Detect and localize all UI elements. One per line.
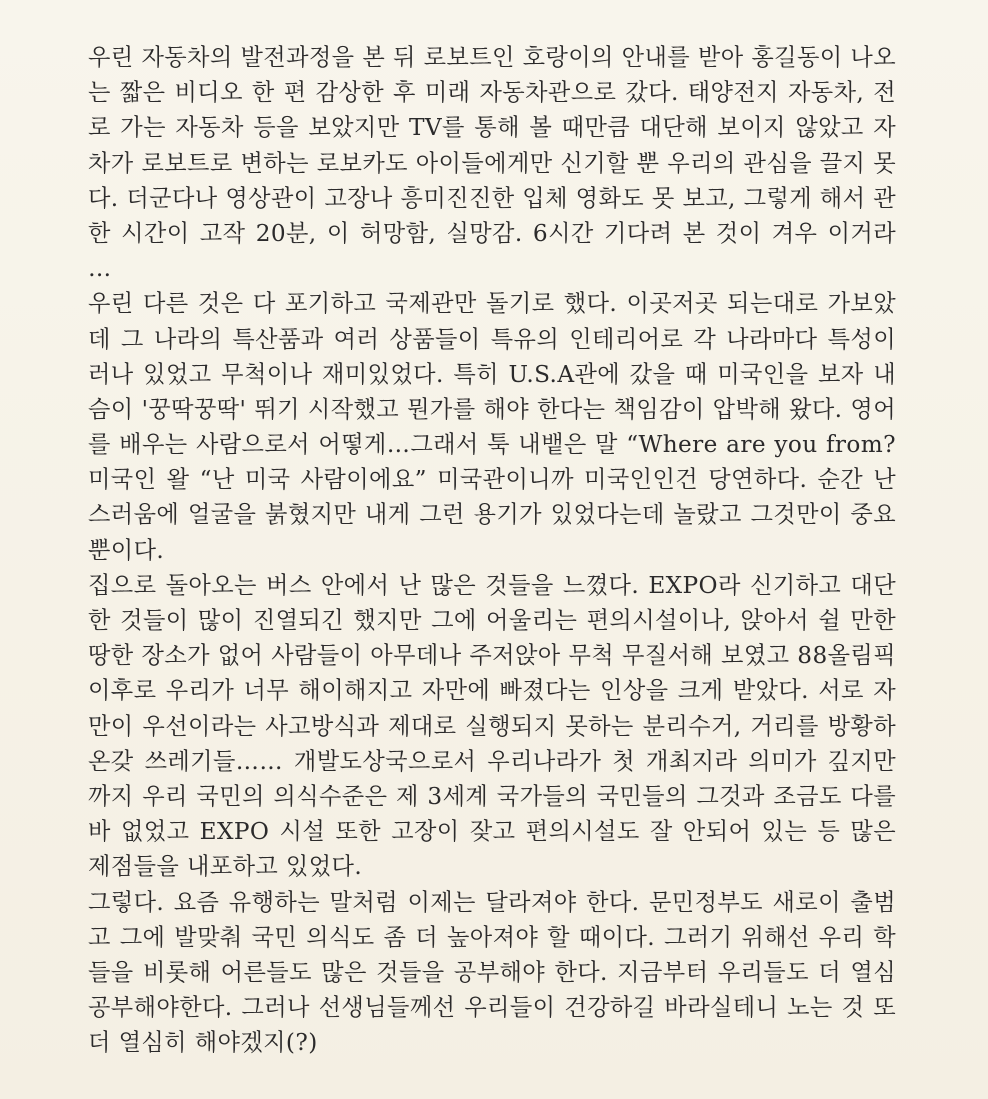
text-line: … [88,255,112,283]
text-line: 제점들을 내포하고 있었다. [88,853,363,881]
text-line: 한 시간이 고작 20분, 이 허망함, 실망감. 6시간 기다려 본 것이 겨우 이거라 [88,219,896,247]
text-line: 우린 다른 것은 다 포기하고 국제관만 돌기로 했다. 이곳저곳 되는대로 가보았 [88,290,896,318]
text-line: 이후로 우리가 너무 해이해지고 자만에 빠졌다는 인상을 크게 받았다. 서로 자 [88,677,896,705]
text-line: 공부해야한다. 그러나 선생님들께선 우리들이 건강하길 바라실테니 노는 것 또 [88,994,896,1022]
text-line: 온갖 쓰레기들…… 개발도상국으로서 우리나라가 첫 개최지라 의미가 깊지만 [88,747,896,775]
text-line: 땅한 장소가 없어 사람들이 아무데나 주저앉아 무척 무질서해 보였고 88올림픽 [88,642,896,670]
paragraph [88,286,896,568]
text-line: 들을 비롯해 어른들도 많은 것들을 공부해야 한다. 지금부터 우리들도 더 열심 [88,958,896,986]
text-line: 바 없었고 EXPO 시설 또한 고장이 잦고 편의시설도 잘 안되어 있는 등 많은 [88,818,896,846]
text-line: 집으로 돌아오는 버스 안에서 난 많은 것들을 느꼈다. EXPO라 신기하고 대단 [88,571,896,599]
paragraph [88,568,896,885]
text-line: 차가 로보트로 변하는 로보카도 아이들에게만 신기할 뿐 우리의 관심을 끌지 못 [88,149,896,177]
text-line: 더 열심히 해야겠지(?) [88,1029,318,1057]
text-line: 그렇다. 요즘 유행하는 말처럼 이제는 달라져야 한다. 문민정부도 새로이 출범 [88,888,896,916]
text-line: 스러움에 얼굴을 붉혔지만 내게 그런 용기가 있었다는데 놀랐고 그것만이 중요 [88,501,896,529]
text-line: 데 그 나라의 특산품과 여러 상품들이 특유의 인테리어로 각 나라마다 특성이 [88,325,896,353]
text-line: 로 가는 자동차 등을 보았지만 TV를 통해 볼 때만큼 대단해 보이지 않았고 자 [88,114,896,142]
text-line: 는 짧은 비디오 한 편 감상한 후 미래 자동차관으로 갔다. 태양전지 자동차, 전 [88,79,896,107]
text-line: 우린 자동차의 발전과정을 본 뒤 로보트인 호랑이의 안내를 받아 홍길동이 나오 [88,44,896,71]
text-line: 다. 더군다나 영상관이 고장나 흥미진진한 입체 영화도 못 보고, 그렇게 해서 관 [88,184,896,212]
text-line: 한 것들이 많이 진열되긴 했지만 그에 어울리는 편의시설이나, 앉아서 쉴 만한 [88,607,896,634]
paragraph [88,885,896,1061]
text-line: 러나 있었고 무척이나 재미있었다. 특히 U.S.A관에 갔을 때 미국인을 보자 내 [88,360,896,388]
text-line: 를 배우는 사람으로서 어떻게…그래서 툭 내뱉은 말 “Where are you from? [88,431,896,459]
text-line: 뿐이다. [88,536,165,564]
paragraph [88,40,896,286]
text-line: 슴이 '꿍딱꿍딱' 뛰기 시작했고 뭔가를 해야 한다는 책임감이 압박해 왔다. 영어 [88,395,896,423]
body-text [88,40,896,1060]
text-line: 만이 우선이라는 사고방식과 제대로 실행되지 못하는 분리수거, 거리를 방황하 [88,712,896,740]
text-line: 까지 우리 국민의 의식수준은 제 3세계 국가들의 국민들의 그것과 조금도 다를 [88,782,896,810]
text-line: 미국인 왈 “난 미국 사람이에요” 미국관이니까 미국인인건 당연하다. 순간 난 [88,466,896,494]
text-line: 고 그에 발맞춰 국민 의식도 좀 더 높아져야 할 때이다. 그러기 위해선 우리 학 [88,923,896,951]
